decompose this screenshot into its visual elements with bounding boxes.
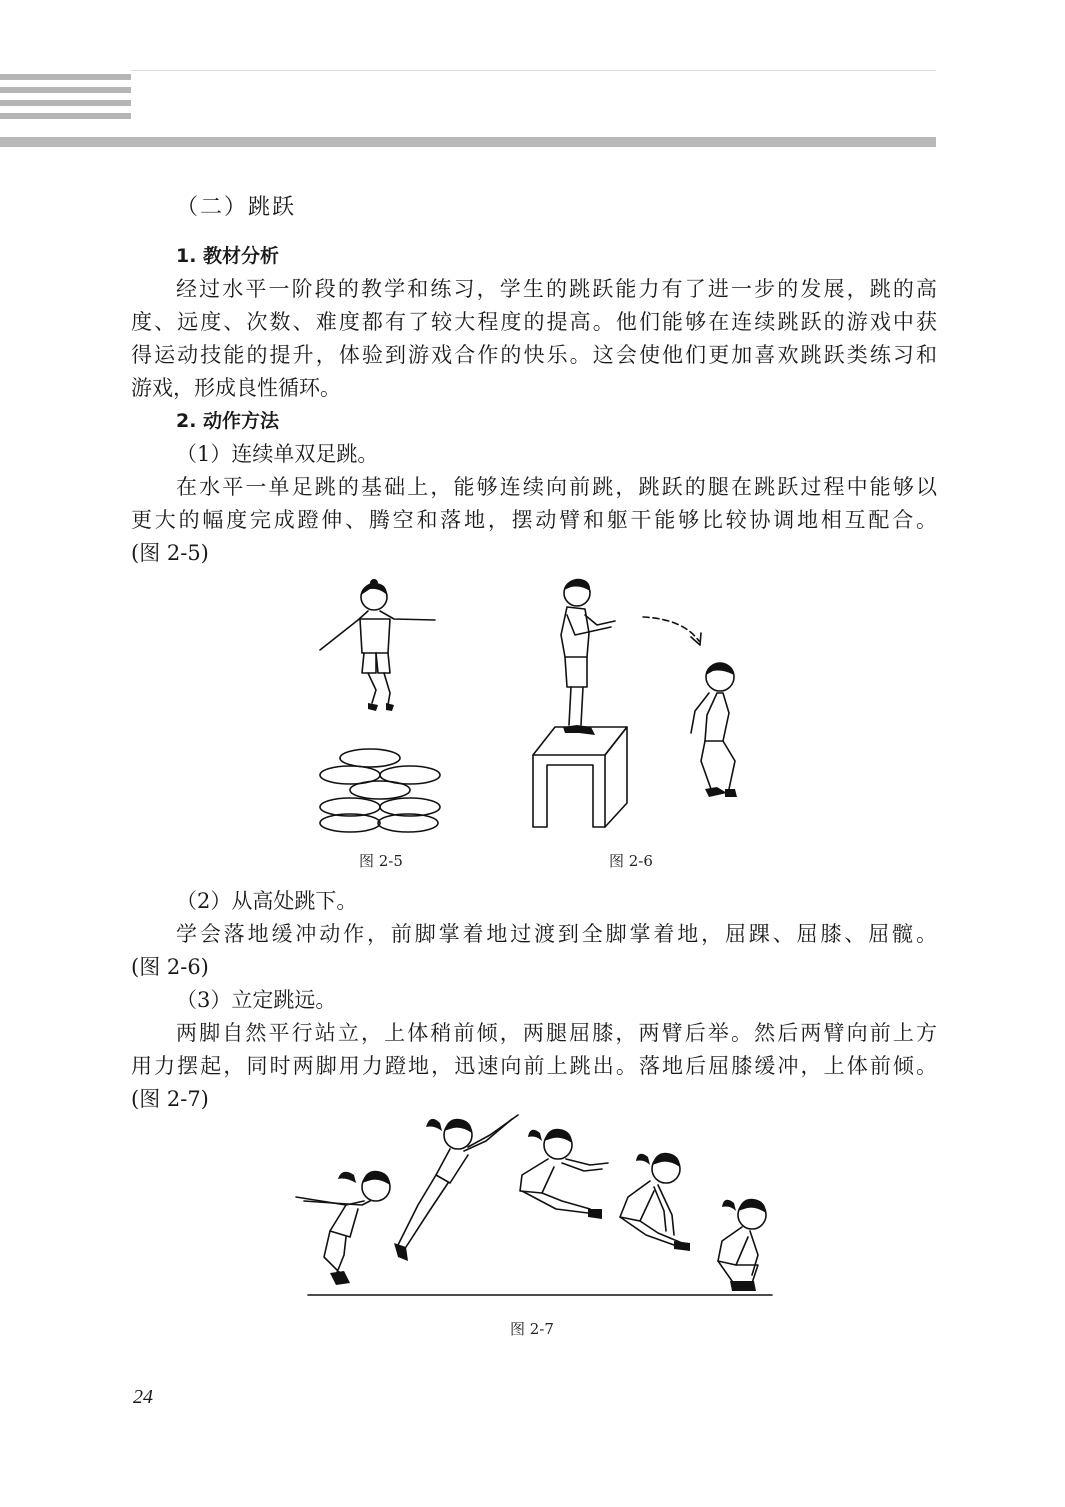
text-block-analysis: [131, 240, 937, 570]
paragraph-line: 更大的幅度完成蹬伸、腾空和落地，摆动臂和躯干能够比较协调地相互配合。: [131, 508, 937, 532]
figure-2-6-illustration: [515, 575, 750, 835]
section-title: （二）跳跃: [176, 195, 297, 220]
paragraph-line: 在水平一单足跳的基础上，能够连续向前跳，跳跃的腿在跳跃过程中能够以: [176, 475, 937, 499]
figure-2-7-illustration: [290, 1105, 775, 1300]
paragraph-line: 度、远度、次数、难度都有了较大程度的提高。他们能够在连续跳跃的游戏中获: [131, 310, 937, 334]
figure-2-5-illustration: [310, 575, 450, 835]
figure-2-6-caption: 图 2-6: [609, 852, 653, 870]
paragraph-line: 得运动技能的提升，体验到游戏合作的快乐。这会使他们更加喜欢跳跃类练习和: [131, 343, 937, 367]
header-rule-thin: [131, 70, 936, 71]
paragraph-line: 游戏，形成良性循环。: [131, 376, 341, 400]
paragraph-line: 学会落地缓冲动作，前脚掌着地过渡到全脚掌着地，屈踝、屈膝、屈髋。: [176, 922, 937, 946]
heading-method: 2. 动作方法: [176, 410, 280, 432]
paragraph-line: 两脚自然平行站立，上体稍前倾，两腿屈膝，两臂后举。然后两臂向前上方: [176, 1021, 937, 1045]
subheading-jump-down: （2）从高处跳下。: [176, 889, 358, 913]
figure-2-5-caption: 图 2-5: [359, 852, 403, 870]
heading-analysis: 1. 教材分析: [176, 245, 280, 267]
subheading-standing-long-jump: （3）立定跳远。: [176, 988, 337, 1012]
paragraph-line: 经过水平一阶段的教学和练习，学生的跳跃能力有了进一步的发展，跳的高: [176, 277, 937, 301]
header-stripes: [0, 74, 131, 126]
subheading-continuous-jump: （1）连续单双足跳。: [176, 442, 379, 466]
paragraph-line: (图 2-5): [131, 541, 209, 565]
figure-2-7-caption: 图 2-7: [510, 1320, 554, 1338]
paragraph-line: (图 2-6): [131, 955, 209, 979]
header-bar: [0, 137, 936, 147]
paragraph-line: (图 2-7): [131, 1087, 209, 1111]
page-number: 24: [133, 1386, 153, 1408]
text-block-jump-down: [131, 885, 937, 1116]
paragraph-line: 用力摆起，同时两脚用力蹬地，迅速向前上跳出。落地后屈膝缓冲，上体前倾。: [131, 1054, 937, 1078]
